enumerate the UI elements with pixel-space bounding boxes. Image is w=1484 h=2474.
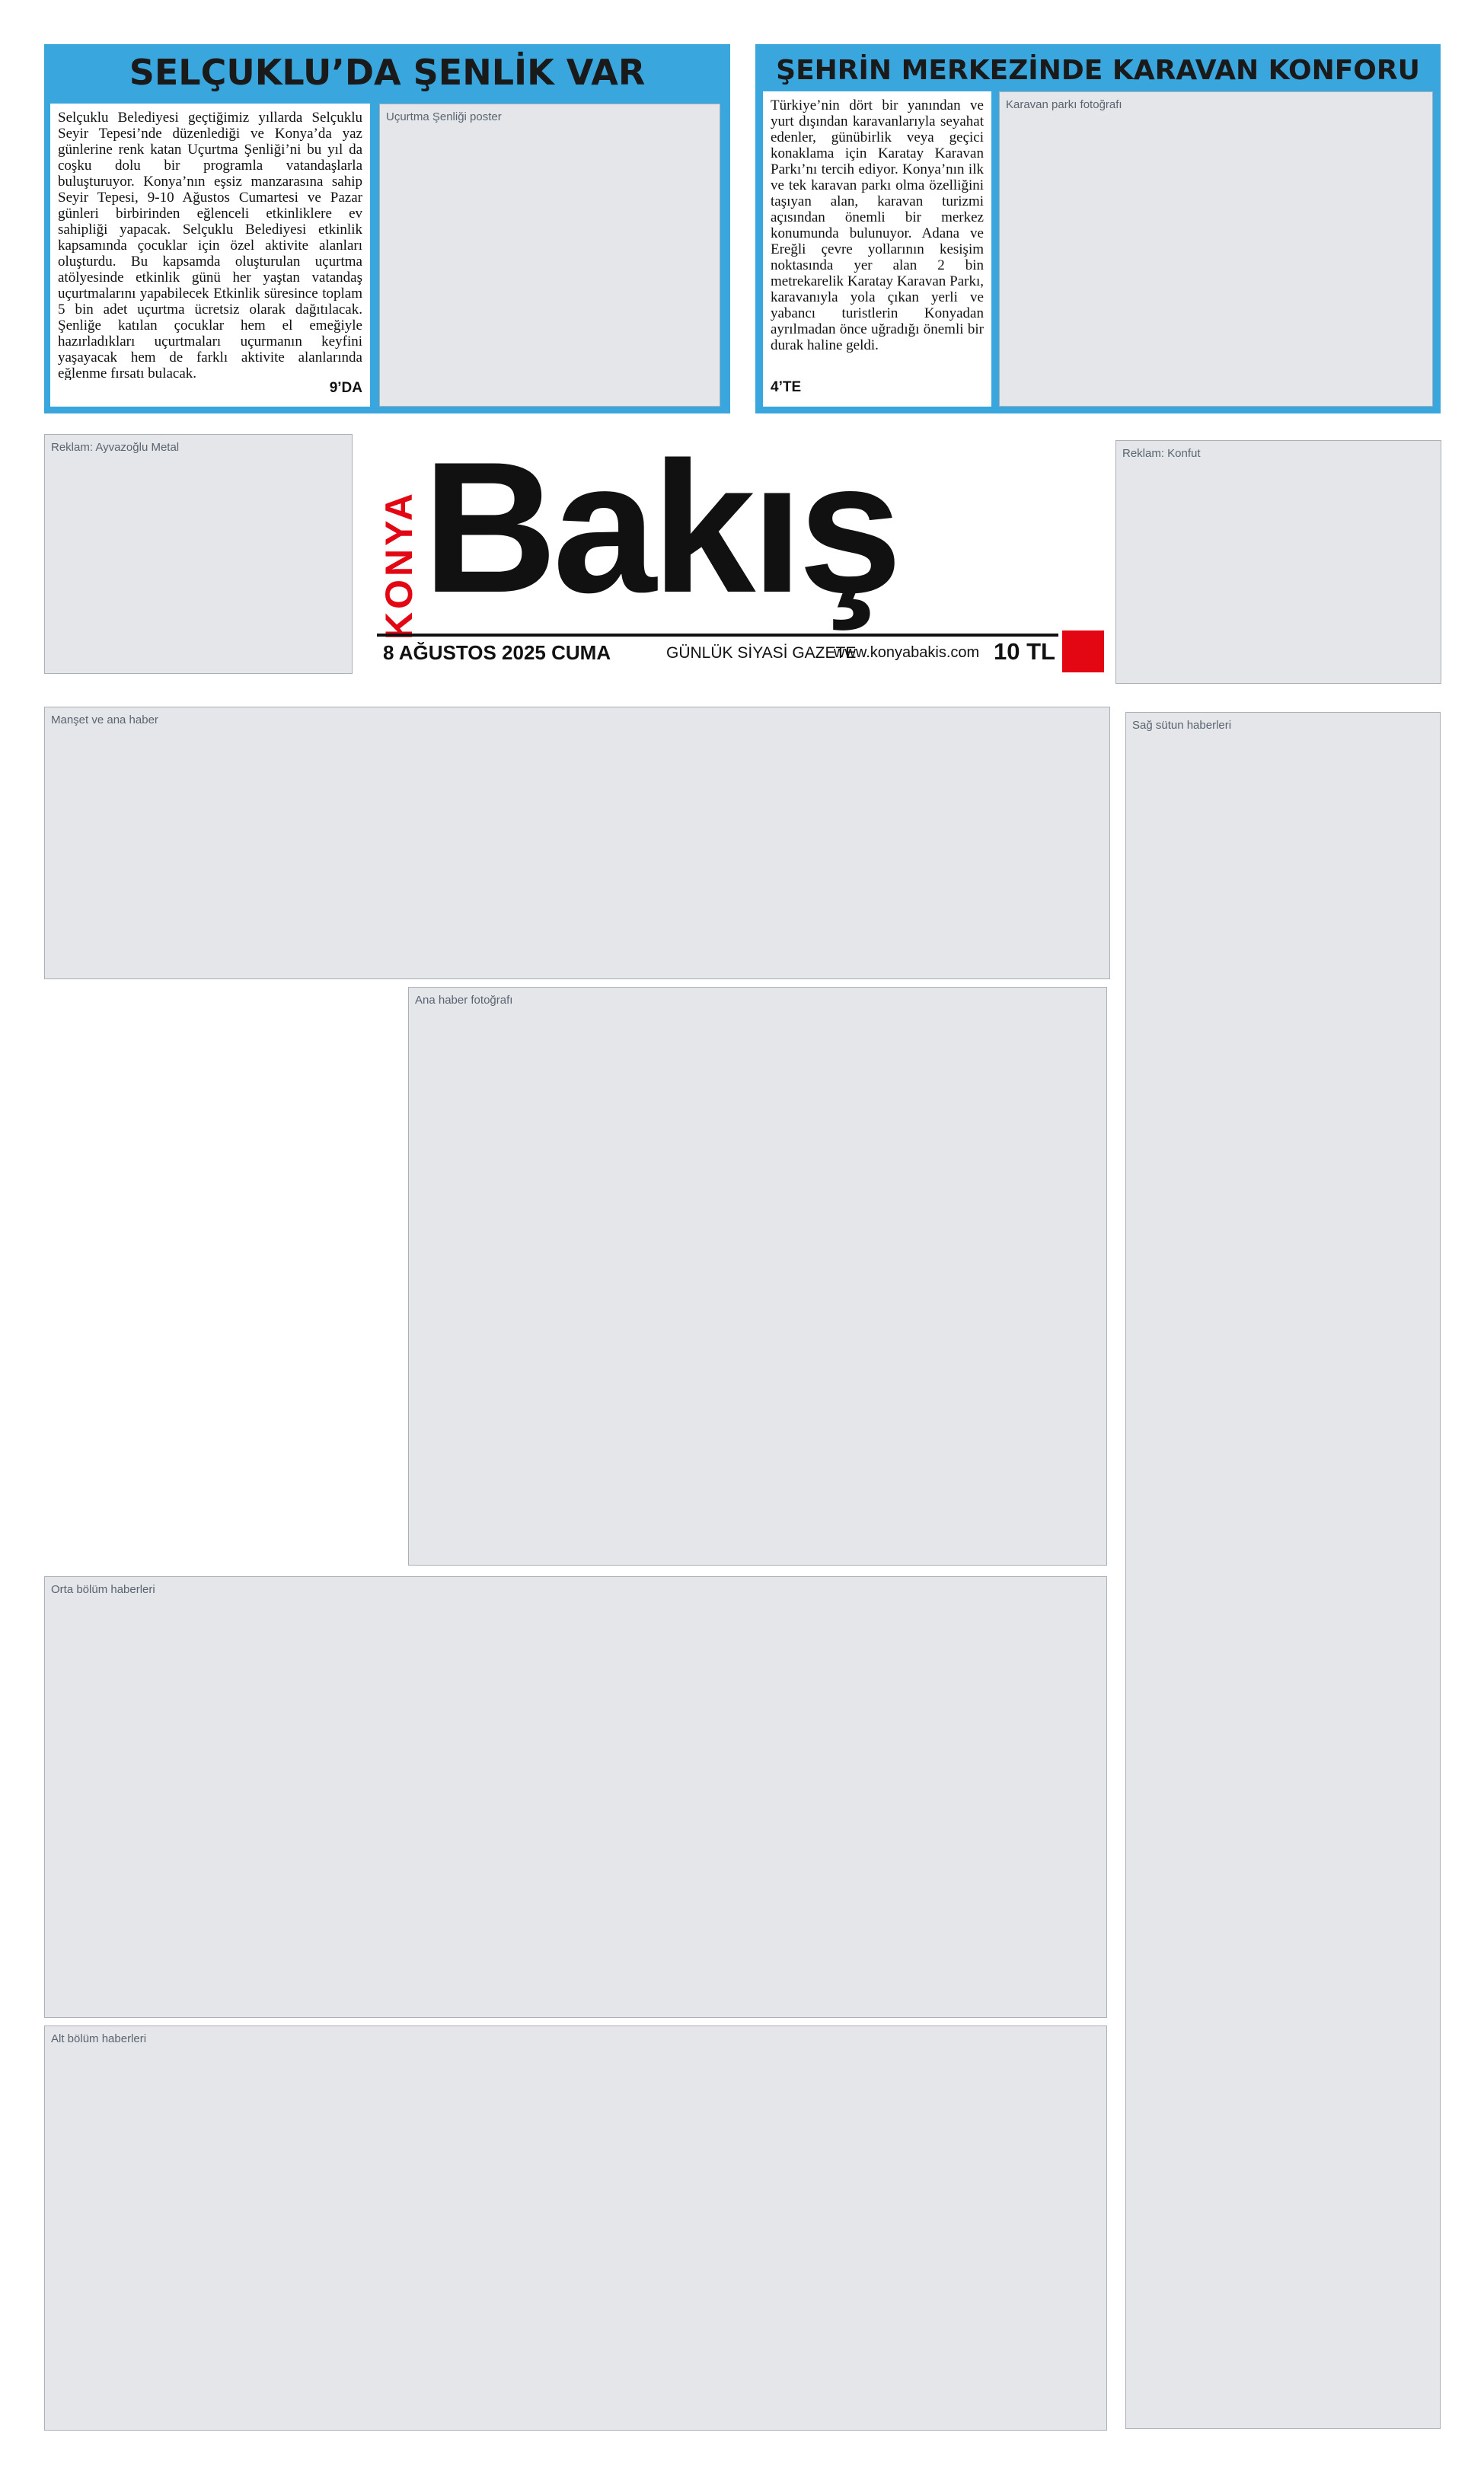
masthead bbox=[377, 423, 1106, 685]
main-photo-label: Ana haber fotoğrafı bbox=[415, 994, 513, 1007]
ad-right[interactable] bbox=[1115, 440, 1441, 684]
right-column-label: Sağ sütun haberleri bbox=[1132, 719, 1232, 732]
masthead-price: 10 TL bbox=[994, 638, 1055, 665]
top-left-story bbox=[44, 44, 730, 413]
top-left-text-panel bbox=[50, 104, 370, 407]
masthead-url[interactable]: www.konyabakis.com bbox=[834, 644, 980, 661]
bottom-stories-label: Alt bölüm haberleri bbox=[51, 2032, 147, 2045]
top-right-image bbox=[999, 91, 1433, 407]
middle-stories bbox=[44, 1576, 1107, 2018]
bottom-stories bbox=[44, 2025, 1107, 2431]
top-left-body: Selçuklu Belediyesi geçtiğimiz yıllarda Selçuklu Seyir Tepesi’nde düzenlediği ve Konya’da yaz günlerine renk katan Uçurtma Şenliği’ni bu yıl da coşku dolu bir programla vatandaşlarla buluşturuyor. Konya’nın eşsiz manzarasına sahip Seyir Tepesi, 9-10 Ağustos Cumartesi ve Pazar günleri birbirinden eğlenceli etkinliklere ev sahipliği yapacak. Selçuklu Belediyesi etkinlik kapsamında çocuklar için özel aktivite alanları oluşturdu. Bu kapsamda oluşturulan uçurtma atölyesinde etkinlik günü her yaştan vatandaş uçurtmalarını yapabilecek Etkinlik süresince toplam 5 bin adet uçurtma ücretsiz olarak dağıtılacak. Şenliğe katılan çocuklar hem el emeğiyle hazırladıkları uçurtmaları uçurmanın keyfini yaşayacak hem de farklı aktivite alanlarında eğlenme fırsatı bulacak. bbox=[58, 110, 362, 380]
top-right-text-panel bbox=[763, 91, 991, 407]
top-right-story bbox=[755, 44, 1441, 413]
headline-area bbox=[44, 707, 1110, 979]
top-left-title: SELÇUKLU’DA ŞENLİK VAR bbox=[129, 52, 646, 93]
masthead-konya: KONYA bbox=[378, 490, 420, 640]
right-column bbox=[1125, 712, 1441, 2429]
top-right-title: ŞEHRİN MERKEZİNDE KARAVAN KONFORU bbox=[776, 55, 1420, 86]
top-right-ref: 4’TE bbox=[771, 379, 802, 395]
headline-area-label: Manşet ve ana haber bbox=[51, 713, 158, 726]
top-right-body: Türkiye’nin dört bir yanından ve yurt dışından karavanlarıyla seyahat edenler, günübirlik veya geçici konaklama için Karatay Karavan Parkı’nı tercih ediyor. Konya’nın ilk ve tek karavan parkı olma özelliğini taşıyan alan, karavan turizmi açısından önemli bir merkez konumunda bulunuyor. Adana ve Ereğli çevre yollarının kesişim noktasında yer alan 2 bin metrekarelik Karatay Karavan Parkı, karavanıyla yola çıkan yerli ve yabancı turistlerin Konyadan ayrılmadan önce uğradığı önemli bir durak haline geldi. bbox=[771, 97, 984, 353]
top-left-image-label: Uçurtma Şenliği poster bbox=[386, 110, 502, 123]
top-left-ref: 9’DA bbox=[329, 380, 362, 396]
masthead-red-square bbox=[1062, 630, 1104, 672]
ad-left-label: Reklam: Ayvazoğlu Metal bbox=[51, 441, 180, 454]
masthead-tagline: GÜNLÜK SİYASİ GAZETE bbox=[666, 644, 857, 662]
masthead-date: 8 AĞUSTOS 2025 CUMA bbox=[383, 641, 611, 664]
ad-left[interactable] bbox=[44, 434, 353, 674]
masthead-dateline bbox=[377, 634, 1058, 664]
top-right-image-label: Karavan parkı fotoğrafı bbox=[1006, 98, 1122, 111]
ad-right-label: Reklam: Konfut bbox=[1122, 447, 1201, 460]
middle-stories-label: Orta bölüm haberleri bbox=[51, 1583, 155, 1596]
main-photo bbox=[408, 987, 1107, 1566]
top-left-image bbox=[379, 104, 720, 407]
masthead-name: Bakış bbox=[423, 423, 898, 631]
